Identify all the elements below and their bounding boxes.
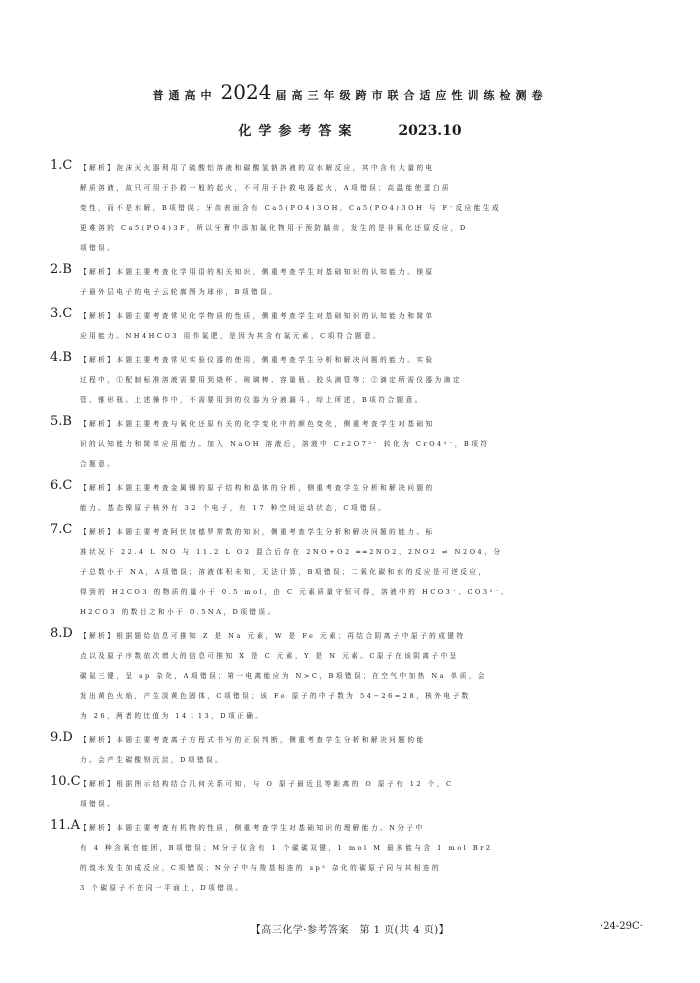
answer-number: 1.C [50, 158, 73, 173]
explanation-line: 能力。基态镍原子核外有 32 个电子，有 17 种空间运动状态，C项错误。 [80, 504, 388, 512]
explanation-line: 解质溶液，故只可用于扑救一般的起火，不可用于扑救电器起火，A项错误；高温能使蛋白质 [80, 184, 452, 192]
header-year: 2024 [220, 80, 272, 104]
answer-item [50, 522, 648, 622]
explanation-line: 得到的 H2CO3 的物质的量小于 0.5 mol，由 C 元素质量守恒可得，溶液中的 HCO3⁻、CO3²⁻、 [80, 588, 510, 596]
page-footer: 【高三化学·参考答案 第 1 页(共 4 页)】 [250, 925, 450, 936]
explanation-line: 子总数小于 NA，A项错误；溶液体积未知，无法计算，B项错误；二氧化碳和水的反应是可逆反应， [80, 568, 488, 576]
explanation-line: 有 4 种含氧官能团，B项错误；M分子仅含有 1 个碳碳双键，1 mol M 最多能与含 1 mol Br2 [80, 844, 493, 852]
answer-number: 5.B [50, 414, 72, 429]
explanation-line: 【解析】本题主要考查金属镍的原子结构和晶体的分析，侧重考查学生分析和解决问题的 [80, 484, 435, 492]
answer-item [50, 158, 648, 258]
answer-number: 7.C [50, 522, 73, 537]
explanation-line: 【解析】本题主要考查与氧化还原有关的化学变化中的颜色变化，侧重考查学生对基础知 [80, 420, 435, 428]
answer-item [50, 262, 648, 302]
answer-number: 8.D [50, 626, 73, 641]
explanation-line: 3 个碳原子不在同一平面上，D项错误。 [80, 884, 245, 892]
explanation-line: 管、锥形瓶。上述操作中，不需要用到的仪器为分液漏斗，综上所述，B项符合题意。 [80, 396, 424, 404]
explanation-line: 为 26，两者的比值为 14∶13，D项正确。 [80, 712, 265, 720]
answer-number: 9.D [50, 730, 73, 745]
title-subject: 化学参考答案 [238, 124, 359, 139]
answer-item [50, 818, 648, 898]
explanation-line: 变性，而不是水解，B项错误；牙齿表面含有 Ca5(PO4)3OH，Ca5(PO4)3OH 与 F⁻反应能生成 [80, 204, 502, 212]
explanation-line: 【解析】本题主要考查离子方程式书写的正误判断，侧重考查学生分析和解决问题的能 [80, 736, 426, 744]
header-prefix: 普通高中 [152, 89, 217, 102]
answer-number: 11.A [50, 818, 81, 833]
answer-item [50, 414, 648, 474]
answer-number: 4.B [50, 350, 72, 365]
explanation-line: 子最外层电子的电子云轮廓图为球形，B项错误。 [80, 288, 279, 296]
explanation-line: 力。会产生碳酸钡沉淀，D项错误。 [80, 756, 225, 764]
explanation-line: 【解析】根据图示结构结合几何关系可知，与 O 原子最近且等距离的 O 原子有 12 个，C [80, 780, 454, 788]
explanation-line: 应用能力。NH4HCO3 用作氮肥，是因为其含有氮元素，C项符合题意。 [80, 332, 383, 340]
explanation-line: 项错误。 [80, 244, 117, 252]
answer-item [50, 730, 648, 770]
explanation-line: 合题意。 [80, 460, 117, 468]
title-date: 2023.10 [398, 123, 462, 139]
explanation-line: 准状况下 22.4 L NO 与 11.2 L O2 混合后存在 2NO+O2 ══2NO2、2NO2 ⇌ N2O4，分 [80, 548, 503, 556]
explanation-line: 过程中，①配制标准溶液需要用到烧杯、玻璃棒、容量瓶、胶头滴管等；②滴定所需仪器为滴定 [80, 376, 462, 384]
explanation-line: 【解析】泡沫灭火器利用了硫酸铝溶液和碳酸氢钠溶液的双水解反应，其中含有大量的电 [80, 164, 435, 172]
answer-number: 3.C [50, 306, 73, 321]
answer-item [50, 306, 648, 346]
explanation-line: 项错误。 [80, 800, 117, 808]
answer-number: 2.B [50, 262, 72, 277]
explanation-line: 更难溶的 Ca5(PO4)3F，所以牙膏中添加氟化物用于预防龋齿，发生的是非氧化还原反应，D [80, 224, 468, 232]
answer-number: 6.C [50, 478, 73, 493]
explanation-line: 【解析】本题主要考查化学用语的相关知识，侧重考查学生对基础知识的认知能力。镁原 [80, 268, 435, 276]
answer-item [50, 774, 648, 814]
explanation-line: 的溴水发生加成反应，C项错误；N分子中与羧基相连的 sp³ 杂化的碳原子同与其相连的 [80, 864, 442, 872]
answer-number: 10.C [50, 774, 81, 789]
explanation-line: 识的认知能力和简单应用能力。加入 NaOH 溶液后，溶液中 Cr2O7²⁻ 转化为 CrO4²⁻，B项符 [80, 440, 490, 448]
answer-item [50, 350, 648, 410]
answer-item [50, 626, 648, 726]
explanation-line: H2CO3 的数目之和小于 0.5NA，D项错误。 [80, 608, 277, 616]
page-title [0, 120, 700, 139]
exam-header [0, 80, 700, 104]
explanation-line: 【解析】本题主要考查常见实验仪器的使用，侧重考查学生分析和解决问题的能力。实验 [80, 356, 435, 364]
footer-code: ·24-29C· [600, 921, 643, 932]
explanation-line: 【解析】本题主要考查常见化学物质的性质，侧重考查学生对基础知识的认知能力和简单 [80, 312, 435, 320]
explanation-line: 点以及原子序数依次增大的信息可推知 X 是 C 元素，Y 是 N 元素。C原子在该阴离子中呈 [80, 652, 459, 660]
answer-item [50, 478, 648, 518]
header-suffix: 届高三年级跨市联合适应性训练检测卷 [275, 89, 548, 102]
explanation-line: 【解析】根据题给信息可推知 Z 是 Na 元素，W 是 Fe 元素；再结合阴离子中原子的成键特 [80, 632, 466, 640]
answer-list [50, 158, 648, 902]
explanation-line: 【解析】本题主要考查阿伏加德罗常数的知识，侧重考查学生分析和解决问题的能力。标 [80, 528, 435, 536]
explanation-line: 发出黄色火焰，产生淡黄色固体，C项错误；该 Fe 原子的中子数为 54−26=28，核外电子数 [80, 692, 471, 700]
explanation-line: 碳氮三键，呈 sp 杂化，A项错误；第一电离能应为 N>C，B项错误；在空气中加热 Na 单质，会 [80, 672, 488, 680]
explanation-line: 【解析】本题主要考查有机物的性质，侧重考查学生对基础知识的理解能力。N分子中 [80, 824, 425, 832]
